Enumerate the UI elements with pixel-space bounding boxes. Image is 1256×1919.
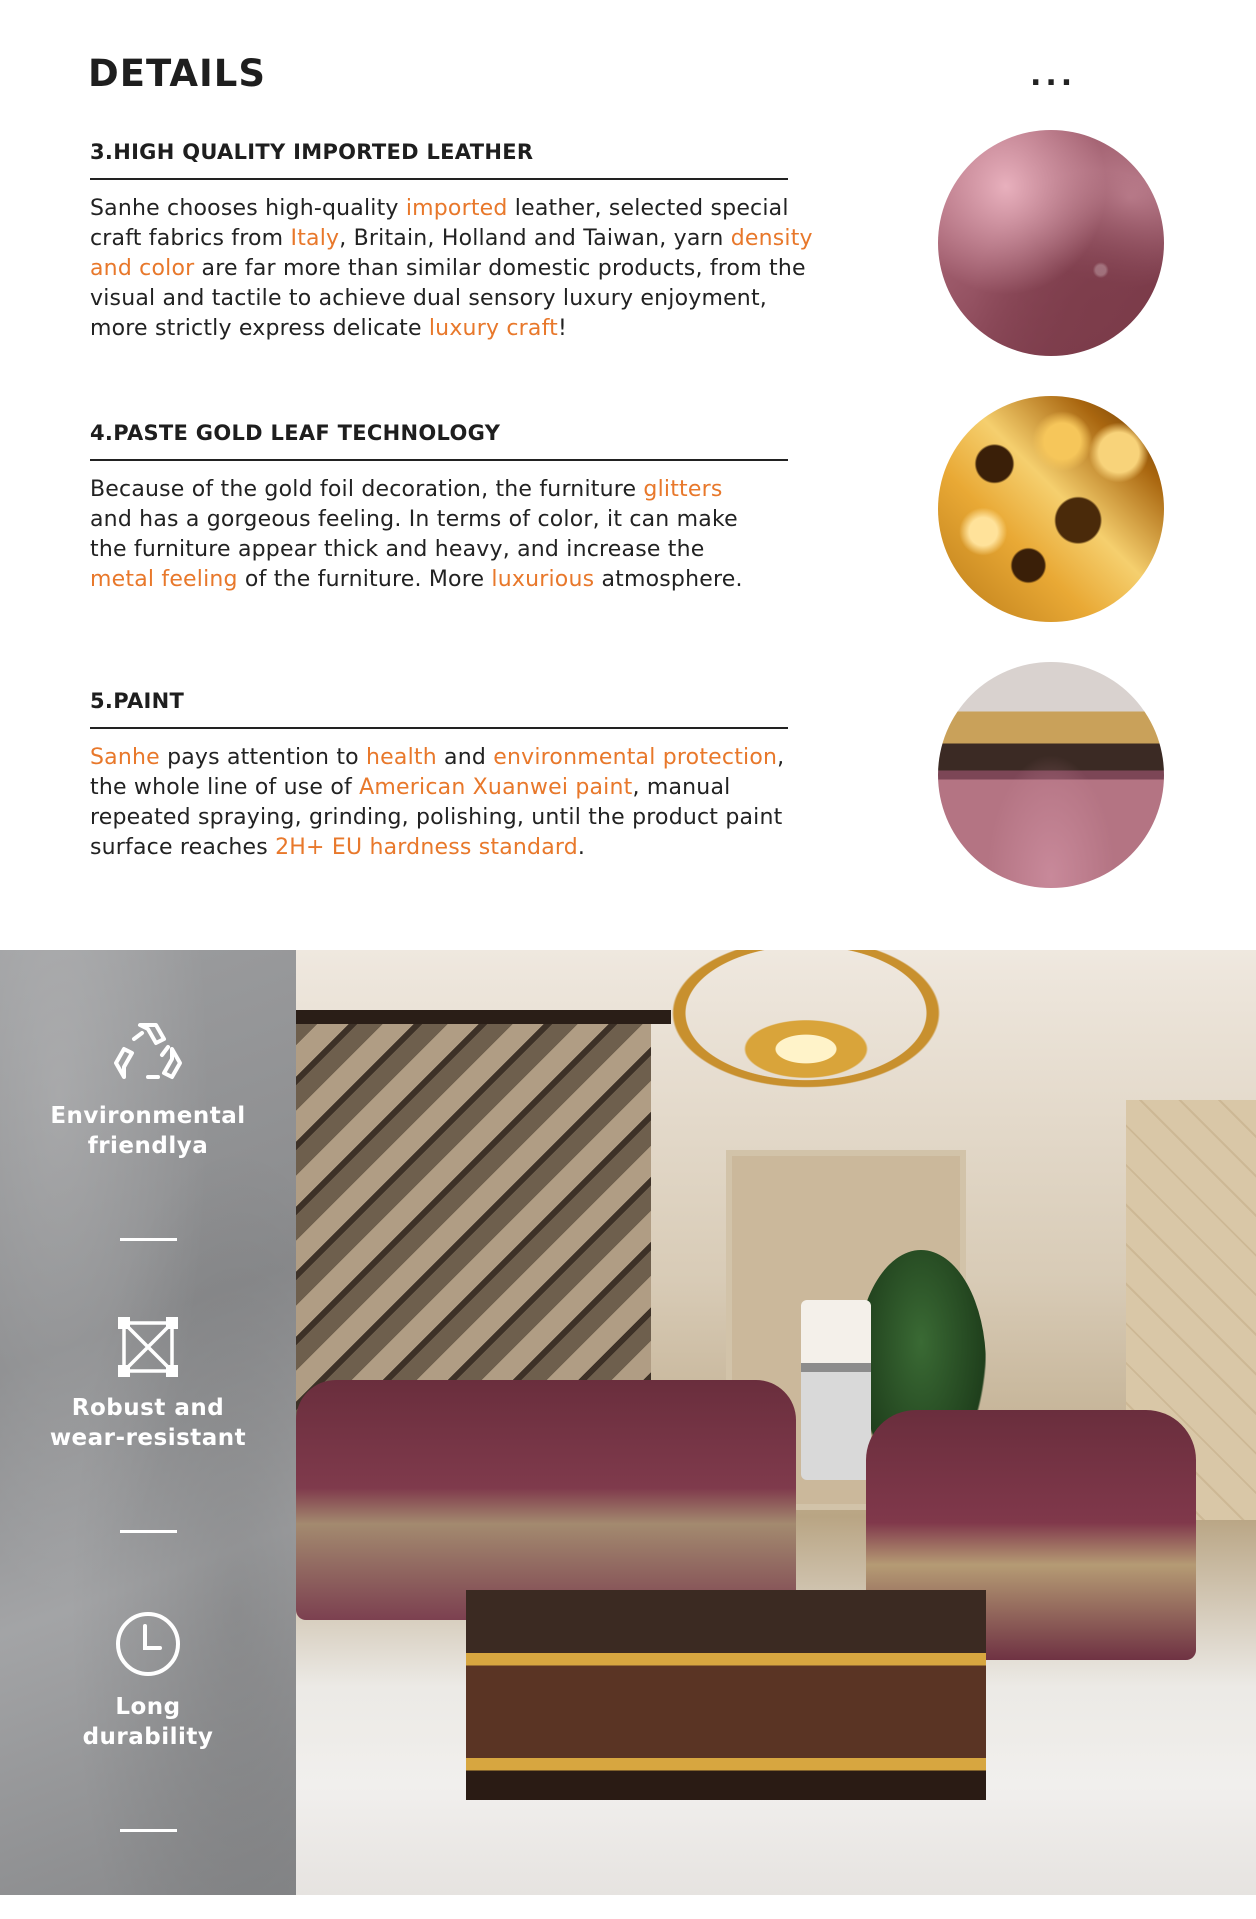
coffee-table — [466, 1590, 986, 1800]
body-text: , the whole line of use of — [90, 745, 785, 800]
highlight-text: density and color — [90, 226, 813, 281]
feature-label-line: Environmental — [50, 1103, 246, 1129]
section-body — [90, 475, 750, 595]
feature-label-line: Robust and — [71, 1395, 225, 1421]
gold-leaf-detail-image — [938, 396, 1164, 622]
body-text: and has a gorgeous feeling. In terms of color, it can make the furniture appear thick and heavy, and increase the — [90, 507, 738, 562]
section-divider — [90, 178, 788, 180]
section-divider — [90, 727, 788, 729]
feature-showcase — [0, 950, 1256, 1895]
living-room-photo — [296, 950, 1256, 1895]
highlight-text: Sanhe — [90, 745, 160, 770]
more-options-button[interactable]: ... — [1030, 58, 1077, 93]
detail-section-paint — [90, 689, 830, 863]
feature-label-line: friendlya — [87, 1133, 209, 1159]
feature-label — [0, 1393, 296, 1453]
body-text: Sanhe chooses high-quality — [90, 196, 406, 221]
body-text: . — [577, 835, 586, 860]
body-text: , Britain, Holland and Taiwan, yarn — [339, 226, 731, 251]
section-body — [90, 743, 790, 863]
body-text: are far more than similar domestic products, from the visual and tactile to achieve dual sensory luxury enjoyment, more strictly express delicate — [90, 256, 806, 341]
feature-label-line: durability — [82, 1724, 214, 1750]
body-text: leather, selected special craft fabrics from — [90, 196, 789, 251]
body-text: pays attention to — [159, 745, 367, 770]
feature-robust — [0, 1315, 296, 1453]
body-text: , manual repeated spraying, grinding, polishing, until the product paint surface reaches — [90, 775, 783, 860]
page-title: DETAILS — [88, 52, 266, 95]
feature-label — [0, 1101, 296, 1161]
section-heading: 4.PASTE GOLD LEAF TECHNOLOGY — [90, 421, 501, 445]
detail-section-leather — [90, 140, 830, 344]
feature-divider — [120, 1530, 177, 1533]
highlight-text: Italy — [290, 226, 340, 251]
highlight-text: imported — [405, 196, 508, 221]
feature-label-line: wear-resistant — [49, 1425, 247, 1451]
section-heading: 3.HIGH QUALITY IMPORTED LEATHER — [90, 140, 534, 164]
feature-environmental — [0, 1015, 296, 1161]
body-text: ! — [557, 316, 567, 341]
feature-sidebar — [0, 950, 296, 1895]
paint-detail-image — [938, 662, 1164, 888]
body-text: atmosphere. — [594, 567, 743, 592]
body-text: Because of the gold foil decoration, the furniture — [90, 477, 644, 502]
highlight-text: glitters — [643, 477, 723, 502]
feature-divider — [120, 1238, 177, 1241]
leather-sofa — [296, 1380, 796, 1620]
detail-section-gold-leaf — [90, 421, 830, 595]
table-lamp — [801, 1300, 871, 1480]
highlight-text: environmental protection — [493, 745, 778, 770]
feature-divider — [120, 1829, 177, 1832]
body-text: of the furniture. More — [237, 567, 492, 592]
feature-label — [0, 1692, 296, 1752]
highlight-text: luxury craft — [428, 316, 558, 341]
leather-detail-image — [938, 130, 1164, 356]
section-divider — [90, 459, 788, 461]
highlight-text: health — [366, 745, 437, 770]
highlight-text: metal feeling — [90, 567, 238, 592]
clock-icon — [114, 1610, 182, 1678]
feature-durability — [0, 1610, 296, 1752]
section-body — [90, 194, 830, 344]
recycle-icon — [112, 1015, 184, 1087]
body-text: and — [436, 745, 494, 770]
chandelier — [596, 950, 1016, 1130]
highlight-text: luxurious — [491, 567, 595, 592]
highlight-text: American Xuanwei paint — [359, 775, 633, 800]
frame-cross-icon — [116, 1315, 180, 1379]
section-heading: 5.PAINT — [90, 689, 185, 713]
highlight-text: 2H+ EU hardness standard — [275, 835, 578, 860]
feature-label-line: Long — [115, 1694, 181, 1720]
